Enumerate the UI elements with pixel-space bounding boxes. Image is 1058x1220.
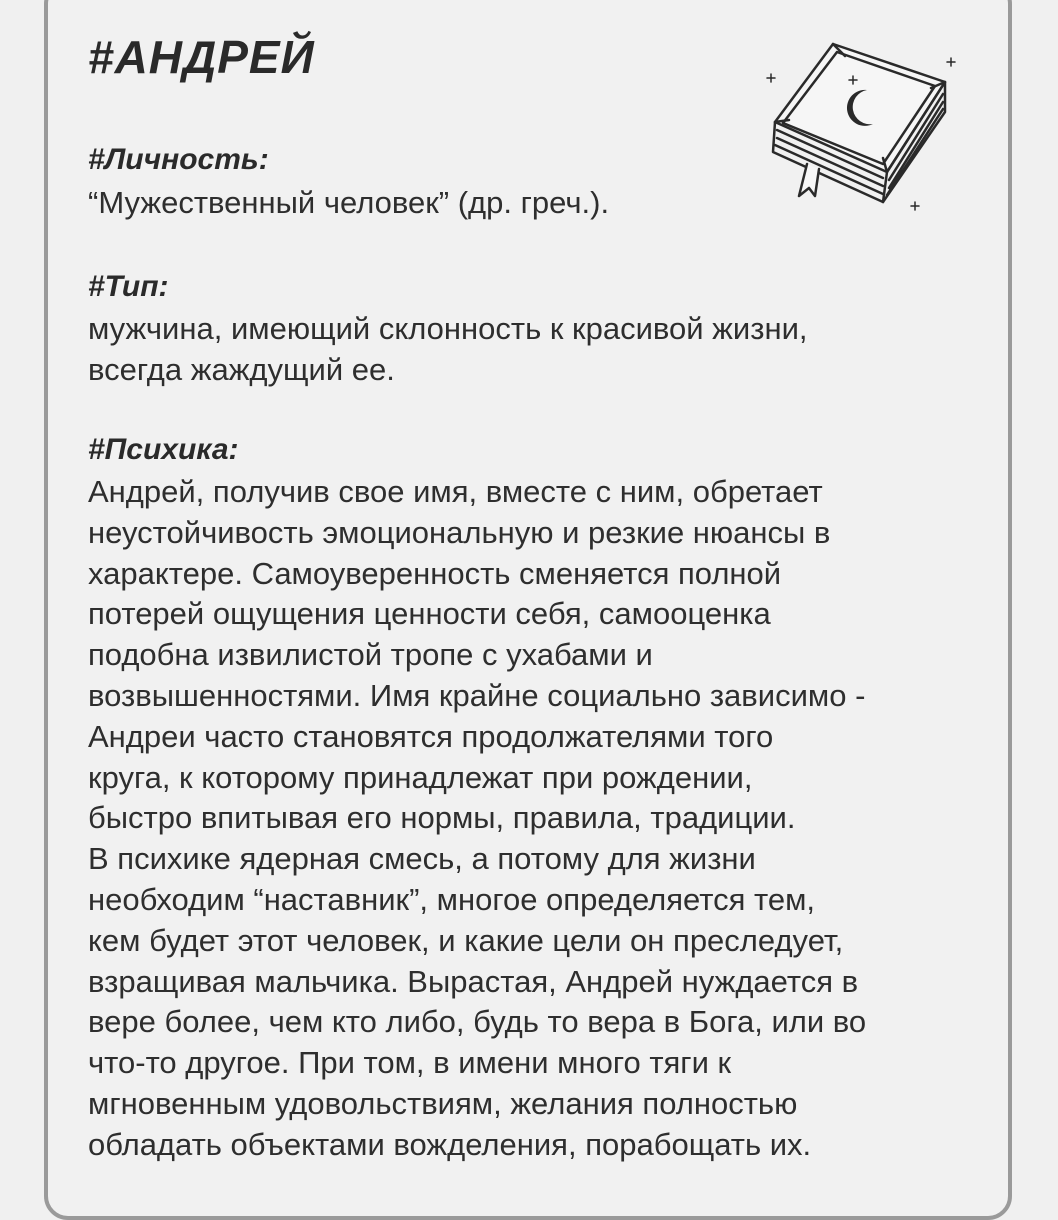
text-line: “Мужественный человек” (др. греч.). [88,185,610,220]
type-text [88,309,988,391]
psyche-label: #Психика: [88,433,239,466]
text-line: что-то другое. При том, в имени много тяги к [88,1045,732,1081]
text-line: потерей ощущения ценности себя, самооценка [88,596,771,632]
text-line: кем будет этот человек, и какие цели он преследует, [88,922,844,958]
psyche-text [88,472,988,1166]
text-line: быстро впитывая его нормы, правила, традиции. [88,800,796,836]
text-line: необходим “наставник”, многое определяется тем, [88,881,816,917]
text-line: неустойчивость эмоциональную и резкие нюансы в [88,514,831,550]
text-line: обладать объектами вожделения, порабощать их. [88,1126,812,1162]
text-line: мгновенным удовольствиям, желания полностью [88,1085,798,1121]
text-line: В психике ядерная смесь, а потому для жизни [88,841,756,877]
text-line: вере более, чем кто либо, будь то вера в Бога, или во [88,1004,867,1040]
text-line: мужчина, имеющий склонность к красивой жизни, [88,311,808,346]
text-line: взращивая мальчика. Вырастая, Андрей нуждается в [88,963,859,999]
personality-label: #Личность: [88,143,269,176]
text-line: круга, к которому принадлежат при рождении, [88,759,753,795]
text-line: Андреи часто становятся продолжателями того [88,718,774,754]
text-line: всегда жаждущий ее. [88,351,395,387]
page-title: #АНДРЕЙ [88,31,315,83]
text-line: возвышенностями. Имя крайне социально зависимо - [88,677,866,713]
text-line: характере. Самоуверенность сменяется полной [88,555,782,591]
type-label: #Тип: [88,270,169,303]
text-line: подобна извилистой тропе с ухабами и [88,637,653,673]
personality-text [88,183,988,224]
text-line: Андрей, получив свое имя, вместе с ним, обретает [88,474,823,509]
